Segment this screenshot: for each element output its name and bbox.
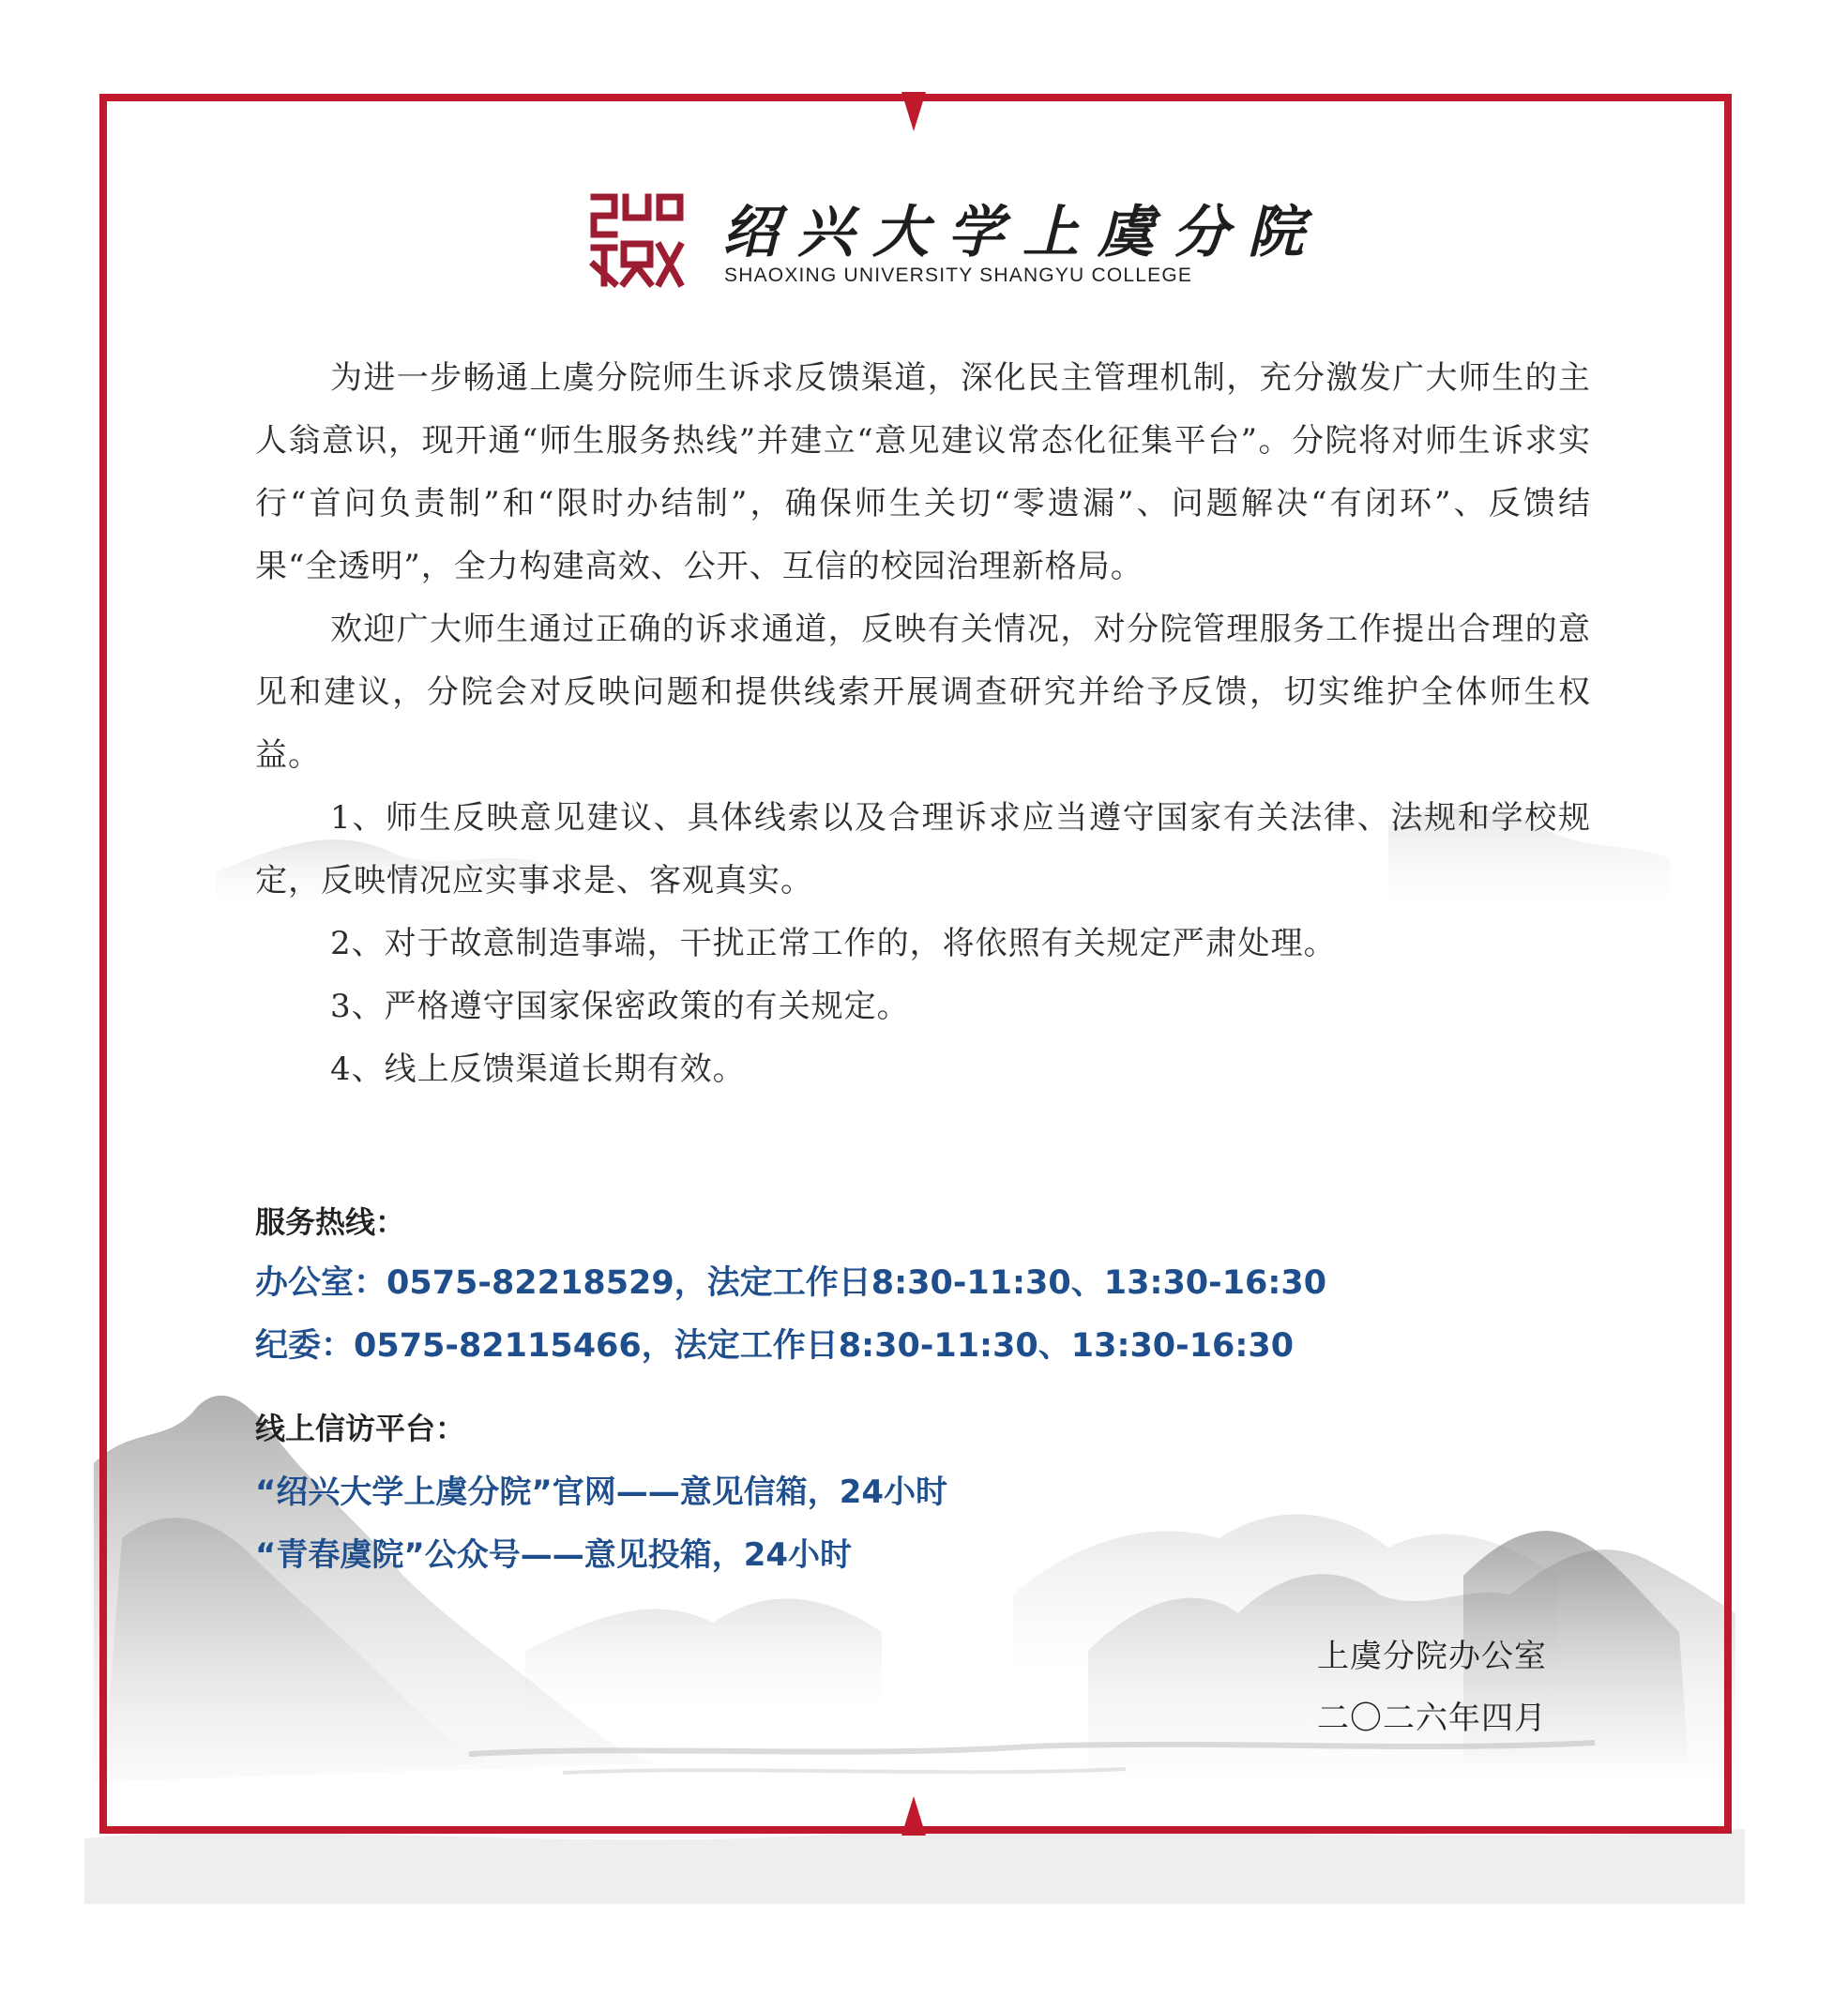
paragraph-intro: 为进一步畅通上虞分院师生诉求反馈渠道，深化民主管理机制，充分激发广大师生的主人翁意识，现开通“师生服务热线”并建立“意见建议常态化征集平台”。分院将对师生诉求实行“首问负责制”和“限时办结制”，确保师生关切“零遗漏”、问题解决“有闭环”、反馈结果“全透明”，全力构建高效、公开、互信的校园治理新格局。	[255, 359, 1591, 585]
rule-item-1: 1、师生反映意见建议、具体线索以及合理诉求应当遵守国家有关法律、法规和学校规定，反映情况应实事求是、客观真实。	[255, 799, 1591, 899]
signature-office: 上虞分院办公室	[1317, 1638, 1547, 1675]
online-platform-title: 线上信访平台：	[255, 1411, 466, 1446]
notice-body	[255, 347, 1591, 1101]
frame-top-notch	[901, 92, 926, 131]
rule-item-4: 4、线上反馈渠道长期有效。	[330, 1050, 746, 1088]
brand-name-cn: 绍兴大学上虞分院	[722, 200, 1323, 265]
rule-item-2: 2、对于故意制造事端，干扰正常工作的，将依照有关规定严肃处理。	[330, 925, 1337, 962]
signature-date: 二〇二六年四月	[1317, 1700, 1547, 1737]
frame-bottom-notch	[901, 1796, 926, 1836]
hotline-discipline: 纪委：0575-82115466，法定工作日8:30-11:30、13:30-16:30	[255, 1327, 1295, 1365]
online-website: “绍兴大学上虞分院”官网——意见信箱，24小时	[255, 1474, 948, 1511]
rule-item-3: 3、严格遵守国家保密政策的有关规定。	[330, 988, 910, 1025]
hotline-title: 服务热线：	[255, 1204, 406, 1240]
brand-name-en: SHAOXING UNIVERSITY SHANGYU COLLEGE	[724, 264, 1193, 286]
hotline-office: 办公室：0575-82218529，法定工作日8:30-11:30、13:30-16:30	[255, 1264, 1327, 1302]
university-seal-icon	[586, 189, 688, 291]
paragraph-welcome: 欢迎广大师生通过正确的诉求通道，反映有关情况，对分院管理服务工作提出合理的意见和建议，分院会对反映问题和提供线索开展调查研究并给予反馈，切实维护全体师生权益。	[255, 611, 1591, 774]
online-wechat: “青春虞院”公众号——意见投箱，24小时	[255, 1536, 853, 1574]
